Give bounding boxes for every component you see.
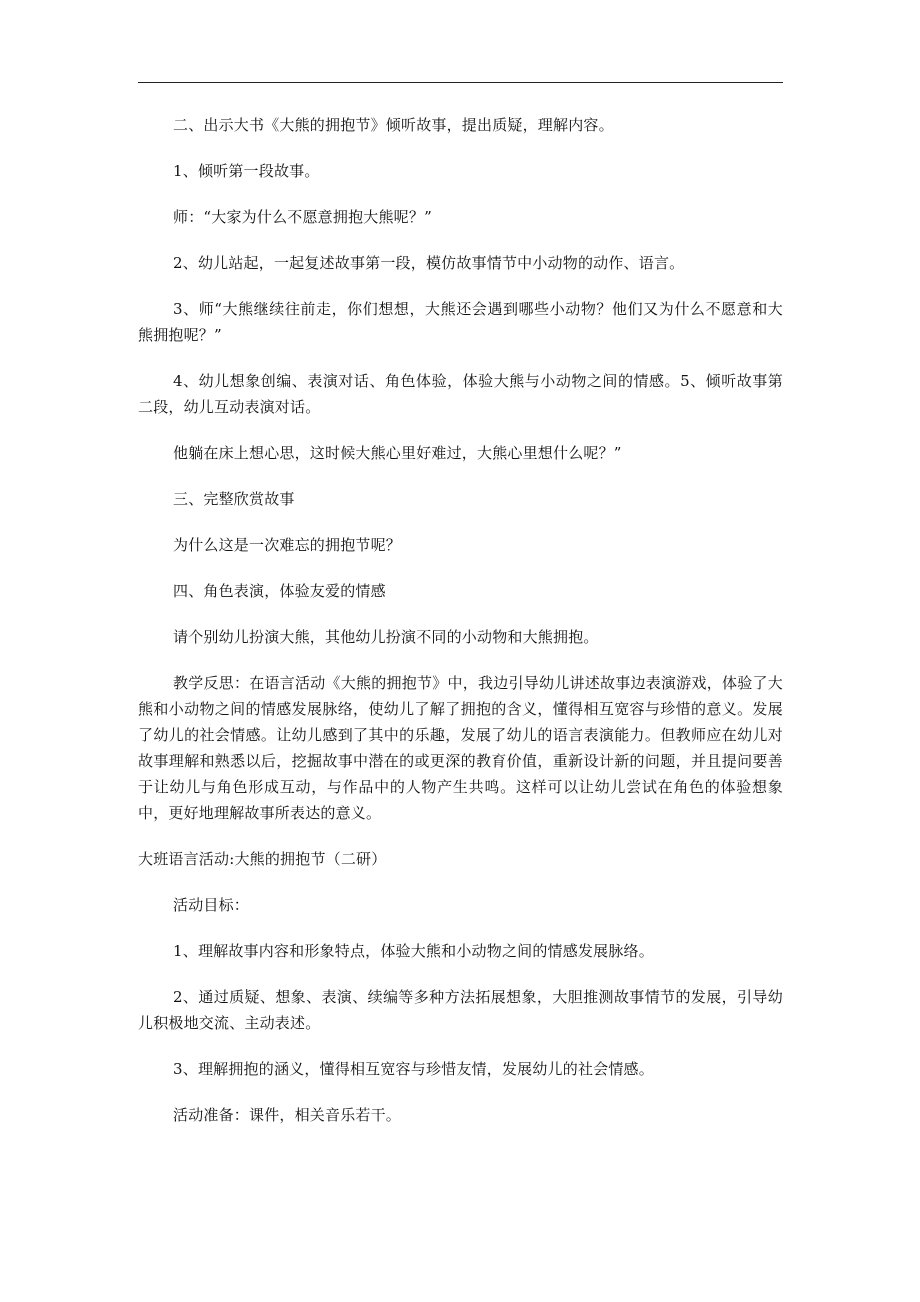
paragraph-step-1: 1、倾听第一段故事。 [173,162,320,180]
paragraph-section-three: 三、完整欣赏故事 [173,490,295,508]
paragraph-question: 为什么这是一次难忘的拥抱节呢？ [173,536,402,554]
paragraph-reflection: 教学反思：在语言活动《大熊的拥抱节》中，我边引导幼儿讲述故事边表演游戏，体验了大熊和小动物之间的情感发展脉络，使幼儿了解了拥抱的含义，懂得相互宽容与珍惜的意义。发展了幼儿的社会情感。让幼儿感到了其中的乐趣，发展了幼儿的语言表演能力。但教师应在幼儿对故事理解和熟悉以后，挖掘故事中潜在的或更深的教育价值，重新设计新的问题，并且提问要善于让幼儿与角色形成互动，与作品中的人物产生共鸣。这样可以让幼儿尝试在角色的体验想象中，更好地理解故事所表达的意义。 [138,674,783,822]
paragraph-teacher-question: 师：“大家为什么不愿意拥抱大熊呢？” [173,208,432,226]
paragraph-role-play: 请个别幼儿扮演大熊，其他幼儿扮演不同的小动物和大熊拥抱。 [173,628,599,646]
header-rule [138,82,783,83]
paragraph-bear-thinking: 他躺在床上想心思，这时候大熊心里好难过，大熊心里想什么呢？” [173,444,622,462]
paragraph-goal-3: 3、理解拥抱的涵义，懂得相互宽容与珍惜友情，发展幼儿的社会情感。 [173,1060,654,1078]
paragraph-goal-2: 2、通过质疑、想象、表演、续编等多种方法拓展想象，大胆推测故事情节的发展，引导幼儿积极地交流、主动表述。 [138,988,783,1032]
paragraph-lesson-title: 大班语言活动:大熊的拥抱节（二研） [138,850,387,868]
paragraph-step-4-5: 4、幼儿想象创编、表演对话、角色体验，体验大熊与小动物之间的情感。5、倾听故事第二段，幼儿互动表演对话。 [138,372,783,416]
paragraph-step-2: 2、幼儿站起，一起复述故事第一段，模仿故事情节中小动物的动作、语言。 [173,254,685,272]
paragraph-step-3: 3、师“大熊继续往前走，你们想想，大熊还会遇到哪些小动物？他们又为什么不愿意和大熊拥抱呢？” [138,300,783,344]
paragraph-goals-heading: 活动目标： [173,896,250,914]
paragraph-goal-1: 1、理解故事内容和形象特点，体验大熊和小动物之间的情感发展脉络。 [173,942,654,960]
paragraph-section-two: 二、出示大书《大熊的拥抱节》倾听故事，提出质疑，理解内容。 [173,116,614,134]
document-body [138,112,783,1148]
paragraph-section-four: 四、角色表演，体验友爱的情感 [173,582,386,600]
paragraph-preparation: 活动准备：课件，相关音乐若干。 [173,1106,402,1124]
